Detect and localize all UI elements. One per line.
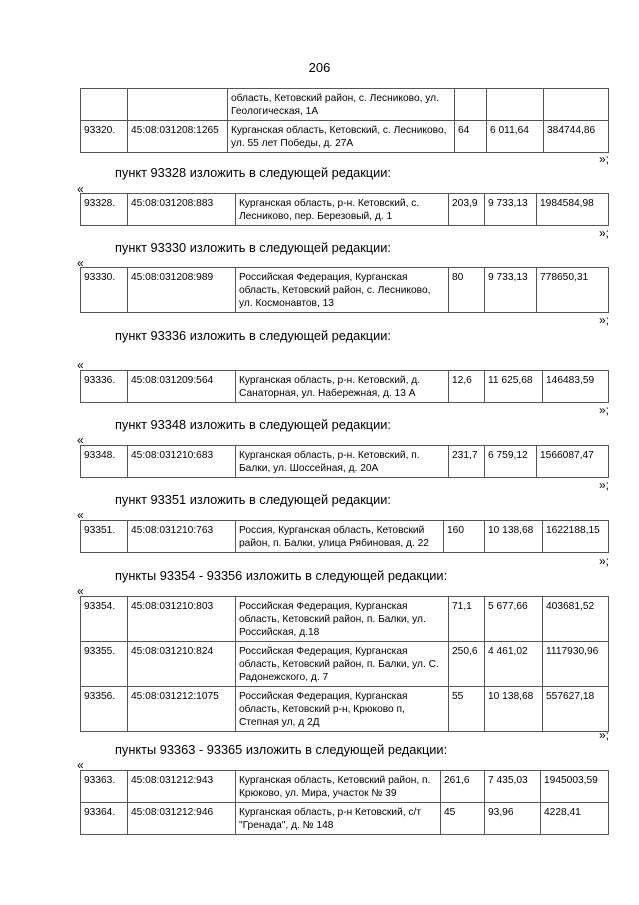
value: 1945003,59 bbox=[541, 771, 609, 803]
close-quote: »; bbox=[598, 478, 609, 492]
open-quote: « bbox=[77, 433, 84, 447]
row-number bbox=[81, 89, 128, 121]
row-number: 93330. bbox=[81, 268, 128, 313]
table-row bbox=[81, 446, 609, 478]
page-number: 206 bbox=[308, 60, 331, 75]
rate: 7 435,03 bbox=[485, 771, 541, 803]
table-93351 bbox=[80, 520, 609, 553]
table-row bbox=[81, 803, 609, 835]
amendment-instruction: пункты 93363 - 93365 изложить в следующей редакции: bbox=[115, 742, 448, 757]
open-quote: « bbox=[77, 358, 84, 372]
table-93348 bbox=[80, 445, 609, 478]
address: Курганская область, р-н. Кетовский, п. Балки, ул. Шоссейная, д. 20А bbox=[236, 446, 449, 478]
address: Курганская область, р-н. Кетовский, с. Лесниково, пер. Березовый, д. 1 bbox=[236, 194, 449, 226]
table-93328 bbox=[80, 193, 609, 226]
value: 557627,18 bbox=[543, 687, 609, 732]
table-row bbox=[81, 597, 609, 642]
table-row bbox=[81, 121, 609, 153]
value: 146483,59 bbox=[543, 371, 609, 403]
amendment-instruction: пункт 93351 изложить в следующей редакции: bbox=[115, 492, 391, 507]
address: Курганская область, р-н Кетовский, с/т "Гренада", д. № 148 bbox=[236, 803, 441, 835]
close-quote: »; bbox=[598, 728, 609, 742]
row-number: 93348. bbox=[81, 446, 128, 478]
area: 80 bbox=[449, 268, 485, 313]
address: Российская Федерация, Курганская область, Кетовский район, п. Балки, ул. Российская, д.18 bbox=[236, 597, 449, 642]
row-number: 93356. bbox=[81, 687, 128, 732]
table-row bbox=[81, 268, 609, 313]
cadastral-number: 45:08:031210:803 bbox=[128, 597, 236, 642]
cadastral-number: 45:08:031208:1265 bbox=[128, 121, 228, 153]
cadastral-number: 45:08:031210:763 bbox=[128, 521, 236, 553]
rate: 10 138,68 bbox=[485, 687, 543, 732]
area: 64 bbox=[455, 121, 487, 153]
address: Курганская область, Кетовский район, п. Крюково, ул. Мира, участок № 39 bbox=[236, 771, 441, 803]
table-row bbox=[81, 89, 609, 121]
value bbox=[544, 89, 609, 121]
cadastral-number: 45:08:031208:883 bbox=[128, 194, 236, 226]
value: 1622188,15 bbox=[543, 521, 609, 553]
cadastral-number: 45:08:031212:946 bbox=[128, 803, 236, 835]
area: 250,6 bbox=[449, 642, 485, 687]
value: 778650,31 bbox=[537, 268, 609, 313]
cadastral-number bbox=[128, 89, 228, 121]
value: 1566087,47 bbox=[537, 446, 609, 478]
address: область, Кетовский район, с. Лесниково, ул. Геологическая, 1А bbox=[228, 89, 455, 121]
rate: 9 733,13 bbox=[485, 194, 537, 226]
table-93336 bbox=[80, 370, 609, 403]
area: 231,7 bbox=[449, 446, 485, 478]
rate: 6 759,12 bbox=[485, 446, 537, 478]
close-quote: »; bbox=[598, 554, 609, 568]
area: 12,6 bbox=[449, 371, 485, 403]
area: 45 bbox=[441, 803, 485, 835]
address: Россия, Курганская область, Кетовский район, п. Балки, улица Рябиновая, д. 22 bbox=[236, 521, 444, 553]
amendment-instruction: пункт 93330 изложить в следующей редакции: bbox=[115, 240, 391, 255]
amendment-instruction: пункт 93328 изложить в следующей редакции: bbox=[115, 165, 391, 180]
amendment-instruction: пункт 93348 изложить в следующей редакции: bbox=[115, 417, 391, 432]
row-number: 93328. bbox=[81, 194, 128, 226]
cadastral-number: 45:08:031208:989 bbox=[128, 268, 236, 313]
address: Курганская область, р-н. Кетовский, д. Санаторная, ул. Набережная, д. 13 А bbox=[236, 371, 449, 403]
value: 1117930,96 bbox=[543, 642, 609, 687]
row-number: 93336. bbox=[81, 371, 128, 403]
address: Российская Федерация, Курганская область, Кетовский район, п. Балки, ул. С. Радонежского, д. 7 bbox=[236, 642, 449, 687]
row-number: 93364. bbox=[81, 803, 128, 835]
area bbox=[455, 89, 487, 121]
open-quote: « bbox=[77, 182, 84, 196]
row-number: 93354. bbox=[81, 597, 128, 642]
row-number: 93351. bbox=[81, 521, 128, 553]
cadastral-number: 45:08:031209:564 bbox=[128, 371, 236, 403]
value: 403681,52 bbox=[543, 597, 609, 642]
value: 384744,86 bbox=[544, 121, 609, 153]
address: Российская Федерация, Курганская область, Кетовский район, с. Лесниково, ул. Космонавтов, 13 bbox=[236, 268, 449, 313]
open-quote: « bbox=[77, 508, 84, 522]
rate: 6 011,64 bbox=[487, 121, 544, 153]
open-quote: « bbox=[77, 758, 84, 772]
address: Российская Федерация, Курганская область, Кетовский р-н, Крюково п, Степная ул, д 2Д bbox=[236, 687, 449, 732]
table-row bbox=[81, 771, 609, 803]
area: 203,9 bbox=[449, 194, 485, 226]
value: 1984584,98 bbox=[537, 194, 609, 226]
close-quote: »; bbox=[598, 403, 609, 417]
rate: 10 138,68 bbox=[485, 521, 543, 553]
row-number: 93355. bbox=[81, 642, 128, 687]
rate bbox=[487, 89, 544, 121]
table-93363-93365 bbox=[80, 770, 609, 835]
cadastral-number: 45:08:031212:1075 bbox=[128, 687, 236, 732]
area: 71,1 bbox=[449, 597, 485, 642]
amendment-instruction: пункт 93336 изложить в следующей редакции: bbox=[115, 328, 391, 343]
table-93354-93356 bbox=[80, 596, 609, 732]
table-row bbox=[81, 371, 609, 403]
row-number: 93363. bbox=[81, 771, 128, 803]
area: 55 bbox=[449, 687, 485, 732]
rate: 4 461,02 bbox=[485, 642, 543, 687]
address: Курганская область, Кетовский, с. Лесниково, ул. 55 лет Победы, д. 27А bbox=[228, 121, 455, 153]
table-row bbox=[81, 521, 609, 553]
close-quote: »; bbox=[598, 313, 609, 327]
table-row bbox=[81, 194, 609, 226]
table-continuation bbox=[80, 88, 609, 153]
open-quote: « bbox=[77, 256, 84, 270]
open-quote: « bbox=[77, 584, 84, 598]
close-quote: »; bbox=[598, 152, 609, 166]
cadastral-number: 45:08:031210:683 bbox=[128, 446, 236, 478]
cadastral-number: 45:08:031212:943 bbox=[128, 771, 236, 803]
close-quote: »; bbox=[598, 226, 609, 240]
value: 4228,41 bbox=[541, 803, 609, 835]
row-number: 93320. bbox=[81, 121, 128, 153]
amendment-instruction: пункты 93354 - 93356 изложить в следующей редакции: bbox=[115, 568, 448, 583]
table-93330 bbox=[80, 267, 609, 313]
rate: 93,96 bbox=[485, 803, 541, 835]
table-row bbox=[81, 642, 609, 687]
rate: 9 733,13 bbox=[485, 268, 537, 313]
rate: 5 677,66 bbox=[485, 597, 543, 642]
cadastral-number: 45:08:031210:824 bbox=[128, 642, 236, 687]
area: 160 bbox=[444, 521, 485, 553]
table-row bbox=[81, 687, 609, 732]
area: 261,6 bbox=[441, 771, 485, 803]
rate: 11 625,68 bbox=[485, 371, 543, 403]
